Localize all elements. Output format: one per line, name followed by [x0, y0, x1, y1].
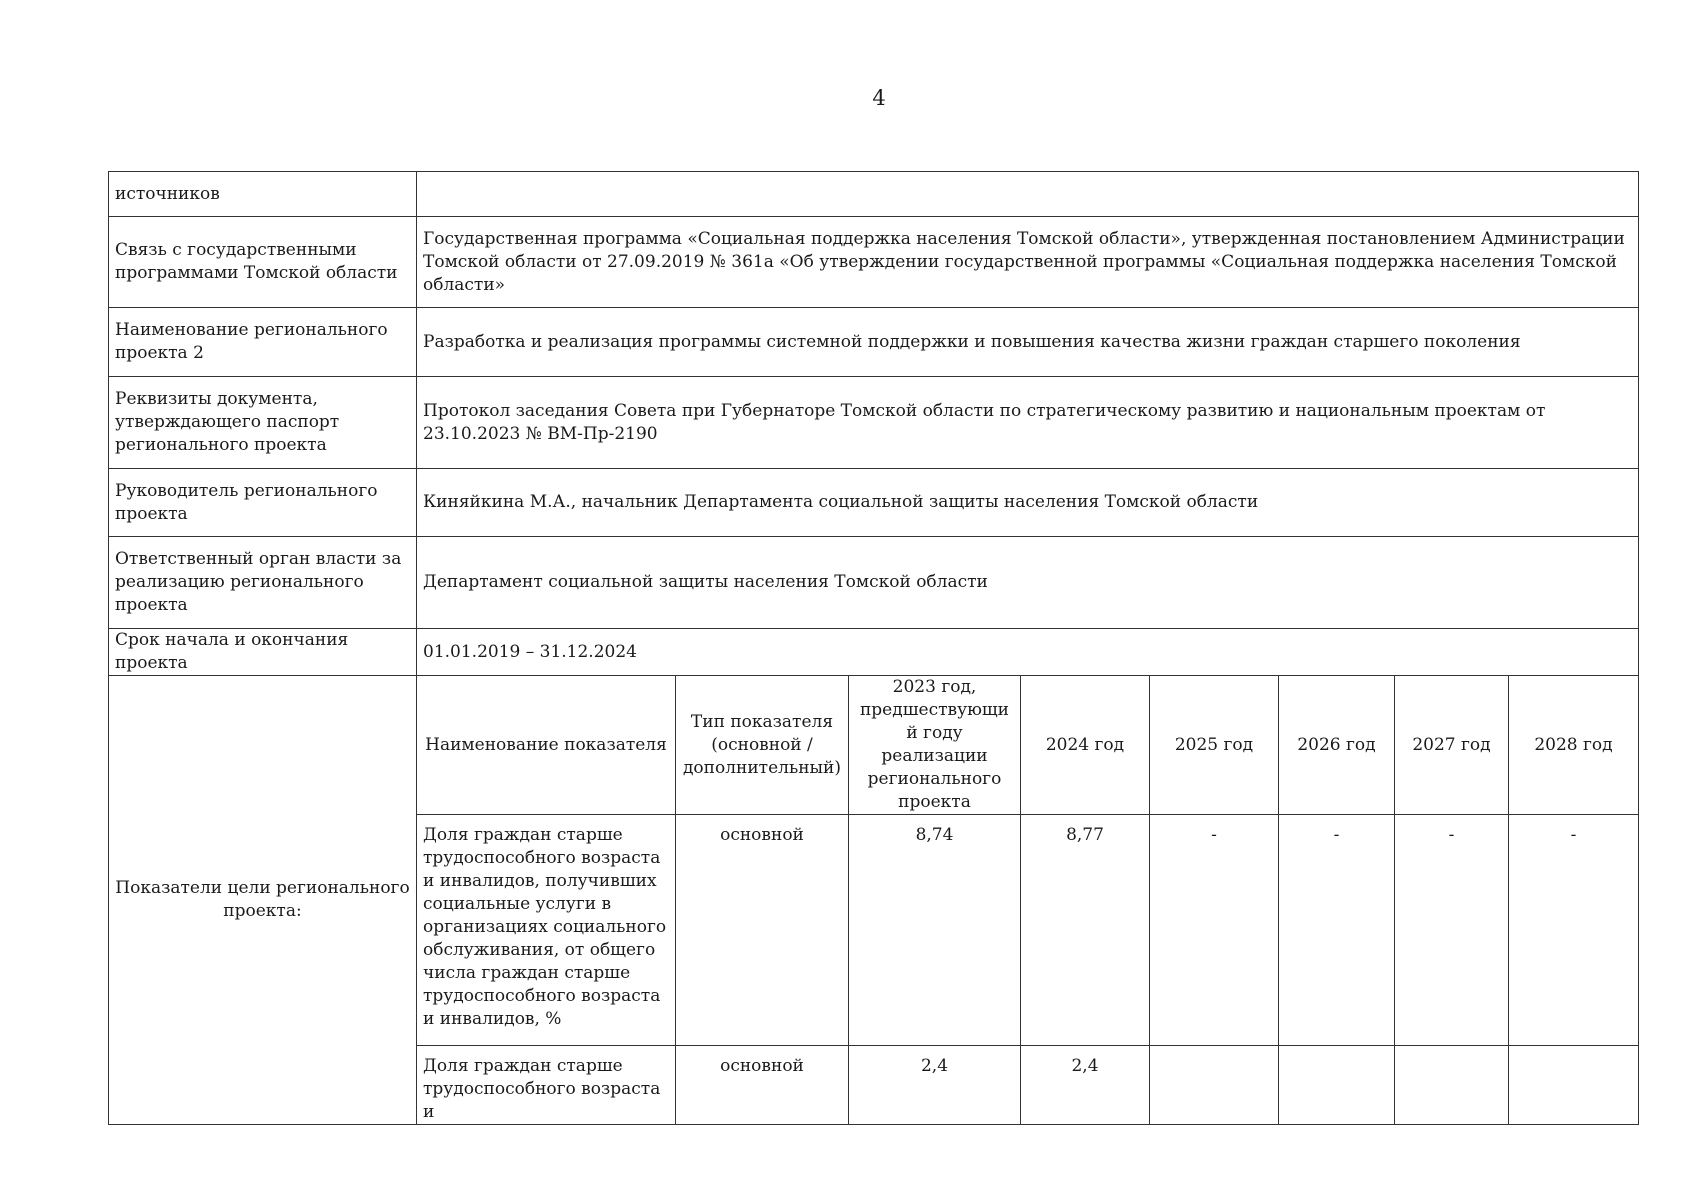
row-label-project-head: Руководитель регионального проекта [109, 469, 417, 537]
indicator-header-type: Тип показателя (основной / дополнительный) [676, 676, 849, 815]
indicator-value-2023: 2,4 [849, 1046, 1021, 1125]
row-value-sources [417, 172, 1639, 217]
row-value-state-programs: Государственная программа «Социальная поддержка населения Томской области», утвержденная постановлением Администрации Томской области от 27.09.2019 № 361а «Об утверждении государственной программы «Социальная поддержка населения Томской области» [417, 217, 1639, 308]
row-value-approval-document: Протокол заседания Совета при Губернаторе Томской области по стратегическому развитию и национальным проектам от 23.10.2023 № ВМ-Пр-2190 [417, 377, 1639, 469]
indicator-type: основной [676, 1046, 849, 1125]
row-value-project-name: Разработка и реализация программы системной поддержки и повышения качества жизни граждан старшего поколения [417, 308, 1639, 377]
indicator-value-2024: 2,4 [1021, 1046, 1150, 1125]
indicator-value-2028: - [1509, 815, 1639, 1046]
row-value-project-head: Киняйкина М.А., начальник Департамента социальной защиты населения Томской области [417, 469, 1639, 537]
page-number: 4 [872, 86, 886, 110]
indicator-header-2028: 2028 год [1509, 676, 1639, 815]
indicator-value-2026 [1279, 1046, 1395, 1125]
indicator-value-2026: - [1279, 815, 1395, 1046]
table-row [109, 217, 1639, 308]
indicator-value-2027 [1395, 1046, 1509, 1125]
row-value-project-period: 01.01.2019 – 31.12.2024 [417, 629, 1639, 676]
table-row [109, 172, 1639, 217]
indicator-value-2023: 8,74 [849, 815, 1021, 1046]
row-label-responsible-body: Ответственный орган власти за реализацию регионального проекта [109, 537, 417, 629]
indicator-name: Доля граждан старше трудоспособного возраста и инвалидов, получивших социальные услуги в организациях социального обслуживания, от общего числа граждан старше трудоспособного возраста и инвалидов, % [417, 815, 676, 1046]
table-row [109, 308, 1639, 377]
table-row [109, 629, 1639, 676]
indicator-value-2028 [1509, 1046, 1639, 1125]
row-label-sources: источников [109, 172, 417, 217]
row-label-project-name: Наименование регионального проекта 2 [109, 308, 417, 377]
row-label-approval-document: Реквизиты документа, утверждающего паспорт регионального проекта [109, 377, 417, 469]
table-row [109, 469, 1639, 537]
indicator-header-2027: 2027 год [1395, 676, 1509, 815]
project-passport-table [108, 171, 1639, 1125]
indicator-value-2025: - [1150, 815, 1279, 1046]
indicator-header-name: Наименование показателя [417, 676, 676, 815]
table-row [109, 537, 1639, 629]
indicators-label: Показатели цели регионального проекта: [109, 676, 417, 1125]
indicator-header-2026: 2026 год [1279, 676, 1395, 815]
indicator-header-2024: 2024 год [1021, 676, 1150, 815]
indicator-value-2025 [1150, 1046, 1279, 1125]
indicator-value-2027: - [1395, 815, 1509, 1046]
indicator-header-2025: 2025 год [1150, 676, 1279, 815]
indicator-type: основной [676, 815, 849, 1046]
row-label-project-period: Срок начала и окончания проекта [109, 629, 417, 676]
indicator-header-2023: 2023 год, предшествующий году реализации регионального проекта [849, 676, 1021, 815]
table-row [109, 377, 1639, 469]
indicator-name: Доля граждан старше трудоспособного возраста и [417, 1046, 676, 1125]
row-label-state-programs: Связь с государственными программами Томской области [109, 217, 417, 308]
row-value-responsible-body: Департамент социальной защиты населения Томской области [417, 537, 1639, 629]
indicators-header-row [109, 676, 1639, 815]
indicator-value-2024: 8,77 [1021, 815, 1150, 1046]
